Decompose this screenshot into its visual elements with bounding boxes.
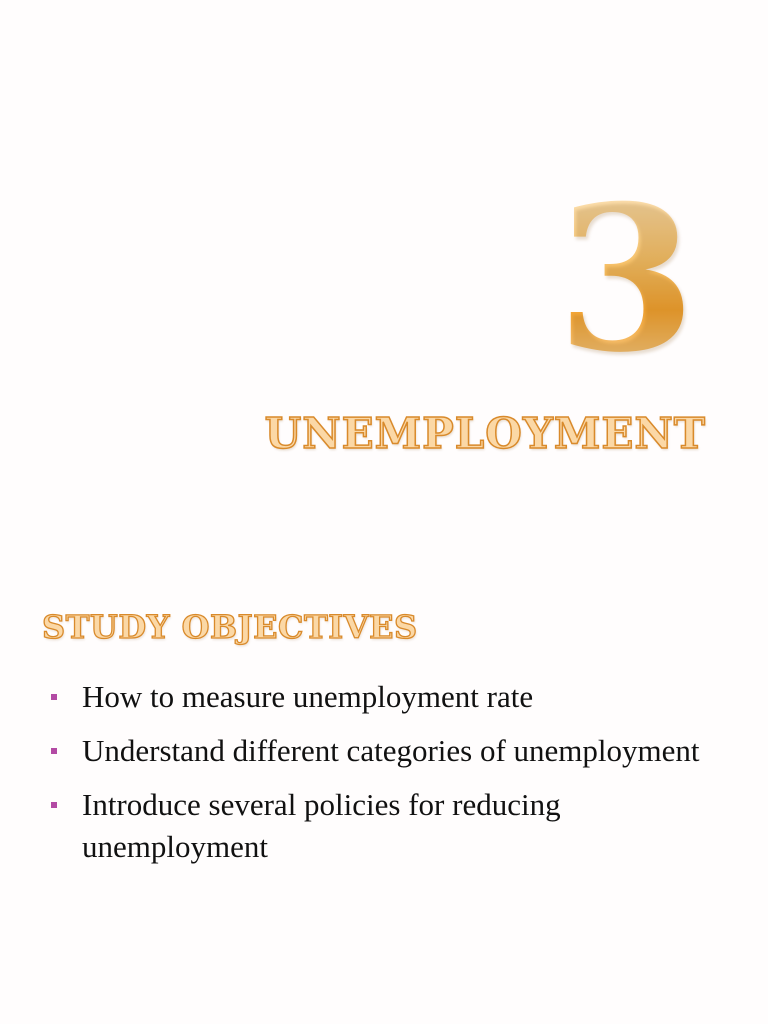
objectives-list — [40, 676, 730, 880]
square-bullet-icon — [51, 802, 57, 808]
objective-text: How to measure unemployment rate — [82, 679, 534, 714]
chapter-number: 3 — [556, 162, 696, 397]
objective-text: Introduce several policies for reducing unemployment — [82, 787, 561, 864]
square-bullet-icon — [51, 748, 57, 754]
objective-item — [40, 730, 730, 772]
study-objectives-heading: STUDY OBJECTIVES — [42, 608, 418, 646]
square-bullet-icon — [51, 694, 57, 700]
objective-text: Understand different categories of unemployment — [82, 733, 700, 768]
objective-item — [40, 676, 730, 718]
chapter-title: UNEMPLOYMENT — [264, 409, 706, 458]
objective-item — [40, 784, 730, 868]
